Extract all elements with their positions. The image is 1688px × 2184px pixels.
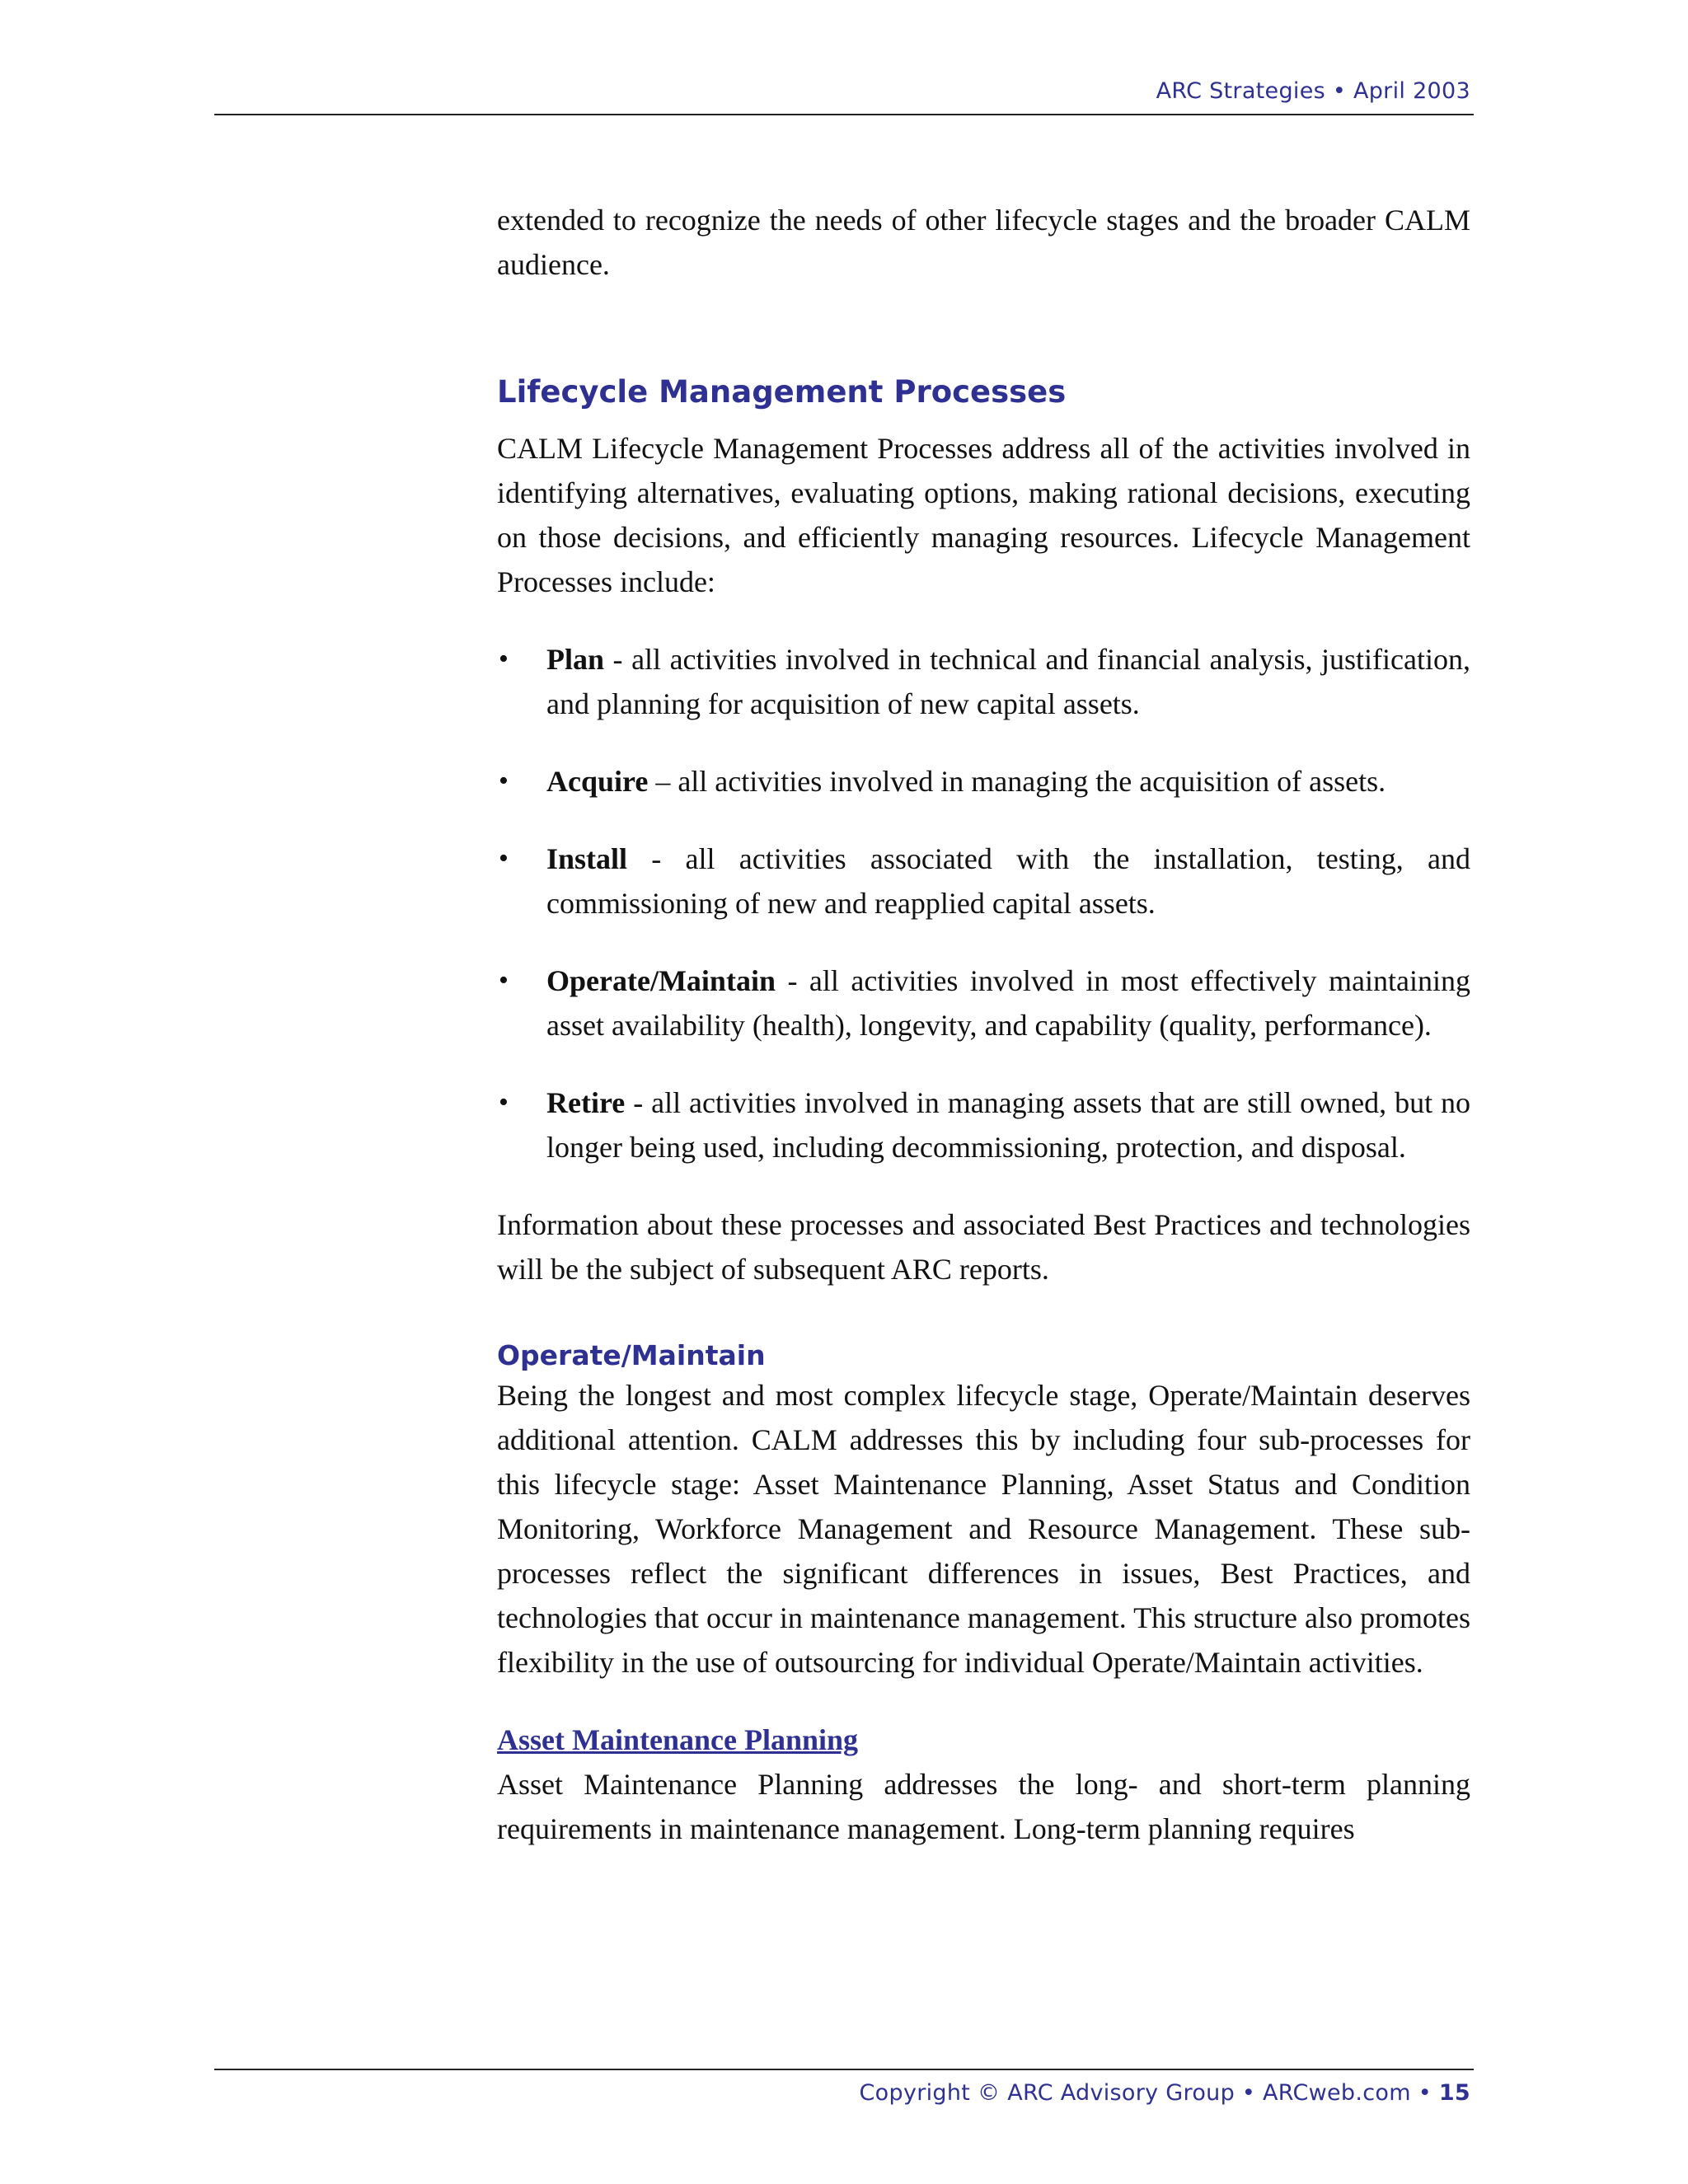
intro-paragraph: extended to recognize the needs of other lifecycle stages and the broader CALM audience. [497,204,1470,281]
running-footer [860,2080,1470,2106]
process-description: - all activities involved in most effectively maintaining asset availability (health), longevity, and capability (quality, performance). [546,964,1470,1042]
asset-maintenance-planning-paragraph: Asset Maintenance Planning addresses the long- and short-term planning requirements in maintenance management. Long-term planning requires [497,1768,1470,1845]
asset-maintenance-planning-heading: Asset Maintenance Planning [497,1723,859,1756]
process-description: - all activities involved in managing assets that are still owned, but no longer being used, including decommissioning, protection, and disposal. [546,1086,1470,1164]
lifecycle-heading: Lifecycle Management Processes [497,374,1067,410]
process-description: - all activities involved in technical and financial analysis, justification, and planning for acquisition of new capital assets. [546,643,1470,720]
lifecycle-closing-paragraph: Information about these processes and associated Best Practices and technologies will be the subject of subsequent ARC reports. [497,1208,1470,1286]
lifecycle-process-list [497,637,1470,1169]
process-term: Acquire [546,765,649,798]
copyright-text: Copyright © ARC Advisory Group • ARCweb.com • [859,2080,1439,2106]
lifecycle-paragraph: CALM Lifecycle Management Processes address all of the activities involved in identifying alternatives, evaluating options, making rational decisions, executing on those decisions, and efficiently managing resources. Lifecycle Management Processes include: [497,432,1470,598]
page-body [497,198,1470,1851]
operate-maintain-paragraph: Being the longest and most complex lifecycle stage, Operate/Maintain deserves additional attention. CALM addresses this by including four sub-processes for this lifecycle stage: Asset Maintenance Planning, Asset Status and Condition Monitoring, Workforce Management and Resource Management. These sub-processes reflect the significant differences in issues, Best Practices, and technologies that occur in maintenance management. This structure also promotes flexibility in the use of outsourcing for individual Operate/Maintain activities. [497,1379,1470,1679]
list-item [497,637,1470,726]
bullet-icon: • [499,644,509,674]
process-description: – all activities involved in managing the acquisition of assets. [648,765,1386,798]
process-term: Install [546,842,628,875]
bullet-icon: • [499,766,509,796]
bullet-icon: • [499,965,509,996]
process-term: Plan [546,643,605,676]
list-item [497,1080,1470,1169]
running-header: ARC Strategies • April 2003 [1156,78,1470,104]
process-description: - all activities associated with the installation, testing, and commissioning of new and reapplied capital assets. [546,842,1470,920]
operate-maintain-heading: Operate/Maintain [497,1339,766,1371]
list-item [497,837,1470,926]
footer-rule [214,2069,1474,2070]
bullet-icon: • [499,1087,509,1118]
header-rule [214,114,1474,115]
list-item [497,759,1470,804]
process-term: Retire [546,1086,626,1119]
bullet-icon: • [499,843,509,874]
process-term: Operate/Maintain [546,964,776,997]
page-number: 15 [1438,2080,1470,2106]
list-item [497,958,1470,1047]
